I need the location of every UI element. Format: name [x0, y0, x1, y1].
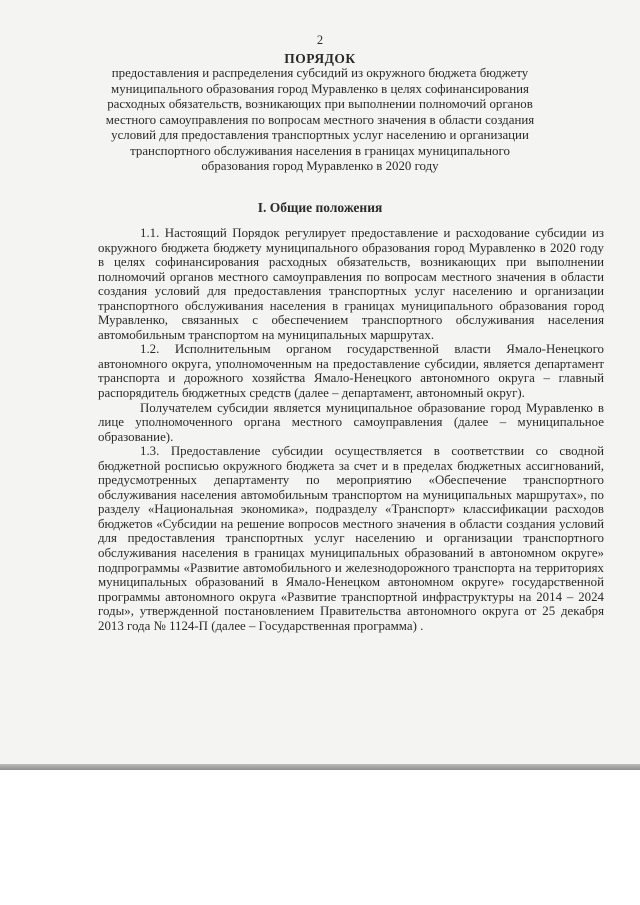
paragraph-recipient: Получателем субсидии является муниципальное образование город Муравленко в лице уполномоченного органа местного самоуправления (далее – муниципальное образование). [98, 400, 604, 444]
paragraph-1-1: 1.1. Настоящий Порядок регулирует предоставление и расходование субсидии из окружного бюджета бюджету муниципального образования город Муравленко в 2020 году в целях софинансирования расходных обязательств, возникающих при выполнении полномочий органов местного самоуправления по вопросам местного значения в области создания условий для предоставления транспортных услуг населению и организации транспортного обслуживания населения в границах муниципального образования город Муравленко, связанных с обеспечением транспортного обслуживания населения автомобильным транспортом на муниципальных маршрутах. [98, 226, 604, 342]
page-number: 2 [316, 33, 324, 47]
document-title: ПОРЯДОК [284, 51, 356, 66]
section-heading: I. Общие положения [257, 200, 383, 215]
body-text [98, 226, 604, 633]
document-subtitle: предоставления и распределения субсидий из окружного бюджета бюджету муниципального образования город Муравленко в целях софинансирования расходных обязательств, возникающих при выполнении полномочий органов местного самоуправления по вопросам местного значения в области создания условий для предоставления транспортных услуг населению и организации транспортного обслуживания населения в границах муниципального образования город Муравленко в 2020 году [105, 66, 535, 173]
paragraph-1-2: 1.2. Исполнительным органом государственной власти Ямало-Ненецкого автономного округа, уполномоченным на предоставление субсидии, является департамент транспорта и дорожного хозяйства Ямало-Ненецкого автономного округа – главный распорядитель бюджетных средств (далее – департамент, автономный округ). [98, 342, 604, 401]
scan-bottom-edge [0, 764, 640, 770]
paragraph-1-3: 1.3. Предоставление субсидии осуществляется в соответствии со сводной бюджетной росписью окружного бюджета за счет и в пределах бюджетных ассигнований, предусмотренных департаменту по мероприятию «Обеспечение транспортного обслуживания населения автомобильным транспортом на муниципальных маршрутах», по разделу «Национальная экономика», подразделу «Транспорт» классификации расходов бюджетов «Субсидии на решение вопросов местного значения в области создания условий для предоставления транспортных услуг населению и организации транспортного обслуживания населения в границах муниципальных образований в автономном округе» подпрограммы «Развитие автомобильного и железнодорожного транспорта на территориях муниципальных образований в Ямало-Ненецком автономном округе» государственной программы автономного округа «Развитие транспортной инфраструктуры на 2014 – 2024 годы», утвержденной постановлением Правительства автономного округа от 25 декабря 2013 года № 1124-П (далее – Государственная программа) . [98, 444, 604, 633]
